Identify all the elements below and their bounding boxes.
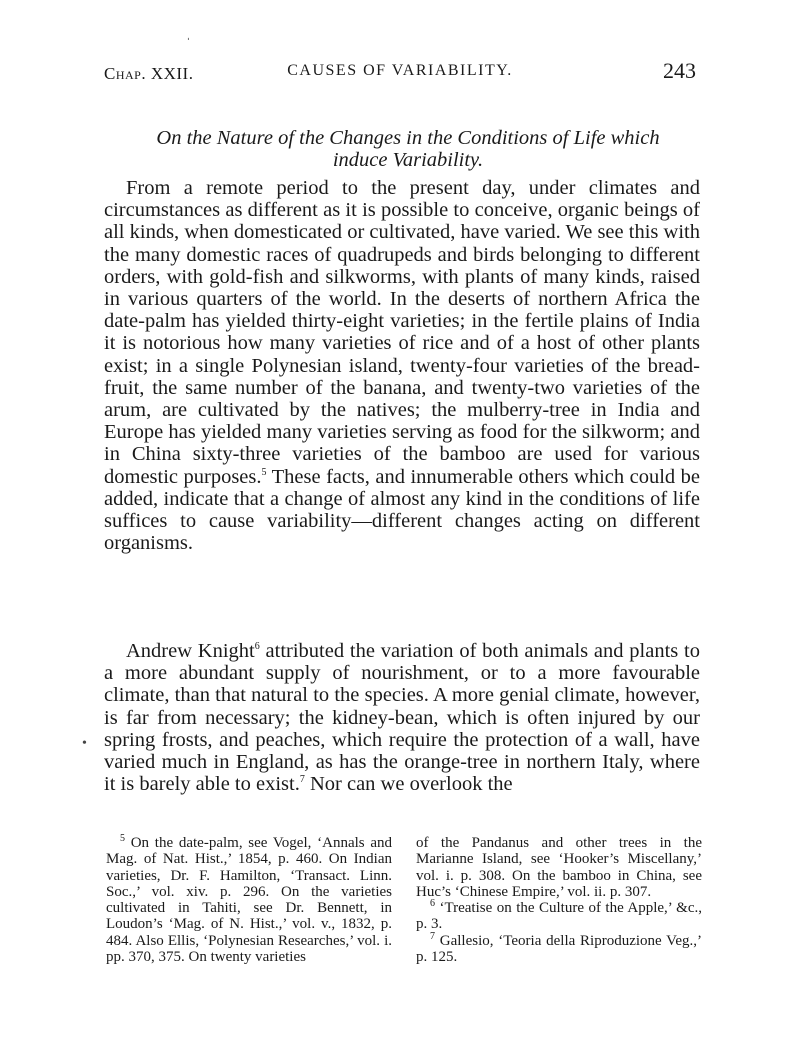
paragraph-1: [104, 177, 700, 554]
running-header: [104, 60, 696, 88]
paragraph-2: [104, 640, 700, 795]
footnote-7-text: Gallesio, ‘Teoria della Riproduzione Veg.,’ p. 125.: [416, 932, 702, 966]
footnote-6: [416, 900, 702, 933]
footnote-5-number: 5: [120, 833, 125, 844]
chapter-label: Chap. XXII.: [104, 64, 194, 83]
page-number: 243: [663, 58, 696, 83]
paragraph-1-text: From a remote period to the present day, under climates and circumstances as different as it is possible to conceive, organic beings of all kinds, when domesticated or cultivated, have varied. We see this with the many domestic races of quadrupeds and birds belonging to different orders, with gold-fish and silkworms, with plants of many kinds, raised in various quarters of the world. In the deserts of northern Africa the date-palm has yielded thirty-eight varieties; in the fertile plains of India it is notorious how many varieties of rice and of a host of other plants exist; in a single Polynesian island, twenty-four varieties of the bread-fruit, the same number of the banana, and twenty-two varieties of the arum, are cultivated by the natives; the mulberry-tree in India and Europe has yielded many varieties serving as food for the silkworm; and in China sixty-three varieties of the bamboo are used for various domestic purposes.: [104, 177, 700, 488]
footnote-7: [416, 930, 702, 966]
paragraph-2-text-b: attributed the variation of both animals and plants to a more abundant supply of nourishment, or to a more favourable climate, than that natural to the species. A more genial climate, however, is far from necessary; the kidney-bean, which is often injured by our spring frosts, and peaches, which require the protection of a wall, have varied much in England, as has the orange-tree in northern Italy, where it is barely able to exist.: [104, 640, 700, 796]
footnote-5-continued: of the Pandanus and other trees in the Marianne Island, see ‘Hooker’s Miscellany,’ vol. i. p. 308. On the bamboo in China, see Huc’s ‘Chinese Empire,’ vol. ii. p. 307.: [416, 835, 702, 900]
footnote-6-number: 6: [430, 898, 435, 910]
section-title-line-1: On the Nature of the Changes in the Conditions of Life which: [156, 127, 660, 149]
footnote-7-number: 7: [430, 930, 435, 942]
footnote-5: [106, 835, 392, 965]
section-title-line-2: induce Variability.: [332, 149, 484, 171]
paragraph-2-text-a: Andrew Knight: [126, 640, 255, 662]
footnote-ref-7[interactable]: 7: [299, 774, 305, 786]
footnote-6-text: ‘Treatise on the Culture of the Apple,’ &c., p. 3.: [416, 900, 702, 933]
margin-dot: •: [82, 736, 87, 751]
footnote-5-text: On the date-palm, see Vogel, ‘Annals and Mag. of Nat. Hist.,’ 1854, p. 460. On Indian varieties, Dr. F. Hamilton, ‘Transact. Linn. Soc.,’ vol. xiv. p. 296. On the varieties cultivated in Tahiti, see Dr. Bennett, in Loudon’s ‘Mag. of N. Hist.,’ vol. v., 1832, p. 484. Also Ellis, ‘Polynesian Researches,’ vol. i. pp. 370, 375. On twenty varieties: [106, 835, 392, 966]
running-title: CAUSES OF VARIABILITY.: [287, 62, 513, 79]
footnotes-right-column: [416, 835, 702, 965]
footnote-ref-6[interactable]: 6: [254, 641, 260, 653]
section-title: [118, 127, 698, 171]
paragraph-2-text-c: Nor can we overlook the: [304, 773, 513, 796]
footnote-ref-5[interactable]: 5: [261, 466, 267, 478]
paragraph-1-tail: These facts, and innumerable others which could be added, indicate that a change of almost any kind in the conditions of life suffices to cause variability—different changes acting on different organisms.: [104, 465, 700, 555]
print-speck: ˌ: [186, 26, 191, 41]
footnotes-left-column: [106, 835, 392, 965]
